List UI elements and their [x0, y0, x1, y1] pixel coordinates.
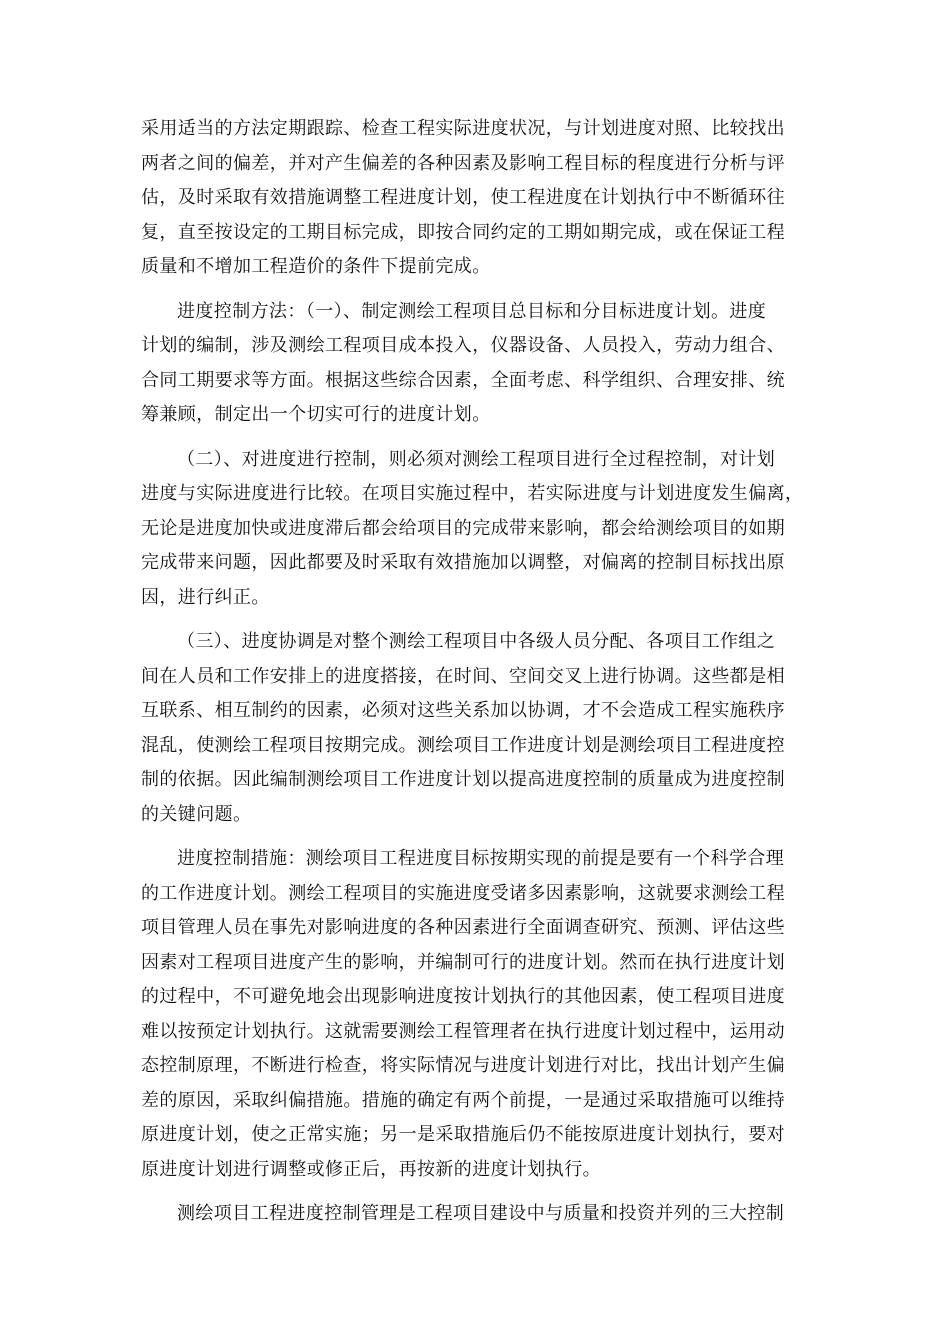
text-line: 质量和不增加工程造价的条件下提前完成。	[141, 256, 491, 277]
text-line: 因素对工程项目进度产生的影响，并编制可行的进度计划。然而在执行进度计划	[141, 951, 785, 973]
text-line: 估，及时采取有效措施调整工程进度计划，使工程进度在计划执行中不断循环往	[141, 187, 785, 208]
paragraph-3	[141, 443, 813, 616]
text-line: 制的依据。因此编制测绘项目工作进度计划以提高进度控制的质量成为进度控制	[141, 769, 785, 790]
text-line: 复，直至按设定的工期目标完成，即按合同约定的工期如期完成，或在保证工程	[141, 221, 785, 243]
text-line: 原进度计划，使之正常实施；另一是采取措施后仍不能按原进度计划执行，要对	[141, 1124, 785, 1145]
text-line: 间在人员和工作安排上的进度搭接，在时间、空间交叉上进行协调。这些都是相	[141, 665, 785, 687]
paragraph-1	[141, 112, 813, 285]
text-line: 难以按预定计划执行。这就需要测绘工程管理者在执行进度计划过程中，运用动	[141, 1020, 785, 1042]
document-body	[141, 112, 813, 1232]
text-line: 态控制原理，不断进行检查，将实际情况与进度计划进行对比，找出计划产生偏	[141, 1055, 785, 1076]
paragraph-6	[141, 1197, 813, 1232]
text-line: 进度控制措施：测绘项目工程进度目标按期实现的前提是要有一个科学合理	[177, 848, 785, 869]
paragraph-spacer	[141, 285, 813, 295]
paragraph-4	[141, 625, 813, 832]
text-line: 采用适当的方法定期跟踪、检查工程实际进度状况，与计划进度对照、比较找出	[141, 118, 785, 139]
text-line: 差的原因，采取纠偏措施。措施的确定有两个前提，一是通过采取措施可以维持	[141, 1089, 785, 1111]
paragraph-spacer	[141, 433, 813, 443]
text-line: 因，进行纠正。	[141, 586, 270, 608]
text-line: 的过程中，不可避免地会出现影响进度按计划执行的其他因素，使工程项目进度	[141, 986, 785, 1007]
text-line: 混乱，使测绘工程项目按期完成。测绘项目工作进度计划是测绘项目工程进度控	[141, 734, 785, 756]
text-line: （二）、对进度进行控制，则必须对测绘工程项目进行全过程控制，对计划	[177, 448, 776, 470]
text-line: （三）、进度协调是对整个测绘工程项目中各级人员分配、各项目工作组之	[177, 631, 776, 652]
text-line: 完成带来问题，因此都要及时采取有效措施加以调整，对偏离的控制目标找出原	[141, 552, 785, 573]
text-line: 进度控制方法：（一）、制定测绘工程项目总目标和分目标进度计划。进度	[177, 300, 767, 322]
text-line: 项目管理人员在事先对影响进度的各种因素进行全面调查研究、预测、评估这些	[141, 917, 785, 938]
paragraph-2	[141, 295, 813, 433]
text-line: 的关键问题。	[141, 803, 252, 825]
text-line: 合同工期要求等方面。根据这些综合因素，全面考虑、科学组织、合理安排、统	[141, 369, 785, 391]
text-line: 无论是进度加快或进度滞后都会给项目的完成带来影响，都会给测绘项目的如期	[141, 517, 785, 539]
text-line: 计划的编制，涉及测绘工程项目成本投入，仪器设备、人员投入，劳动力组合、	[141, 335, 785, 356]
paragraph-5	[141, 842, 813, 1187]
paragraph-spacer	[141, 615, 813, 625]
text-line: 筹兼顾，制定出一个切实可行的进度计划。	[141, 404, 491, 425]
text-line: 测绘项目工程进度控制管理是工程项目建设中与质量和投资并列的三大控制	[177, 1203, 785, 1224]
text-line: 进度与实际进度进行比较。在项目实施过程中，若实际进度与计划进度发生偏离，	[141, 483, 804, 504]
text-line: 两者之间的偏差，并对产生偏差的各种因素及影响工程目标的程度进行分析与评	[141, 152, 785, 174]
text-line: 互联系、相互制约的因素，必须对这些关系加以协调，才不会造成工程实施秩序	[141, 700, 785, 721]
text-line: 原进度计划进行调整或修正后，再按新的进度计划执行。	[141, 1158, 601, 1180]
paragraph-spacer	[141, 832, 813, 842]
text-line: 的工作进度计划。测绘工程项目的实施进度受诸多因素影响，这就要求测绘工程	[141, 882, 785, 904]
paragraph-spacer	[141, 1187, 813, 1197]
